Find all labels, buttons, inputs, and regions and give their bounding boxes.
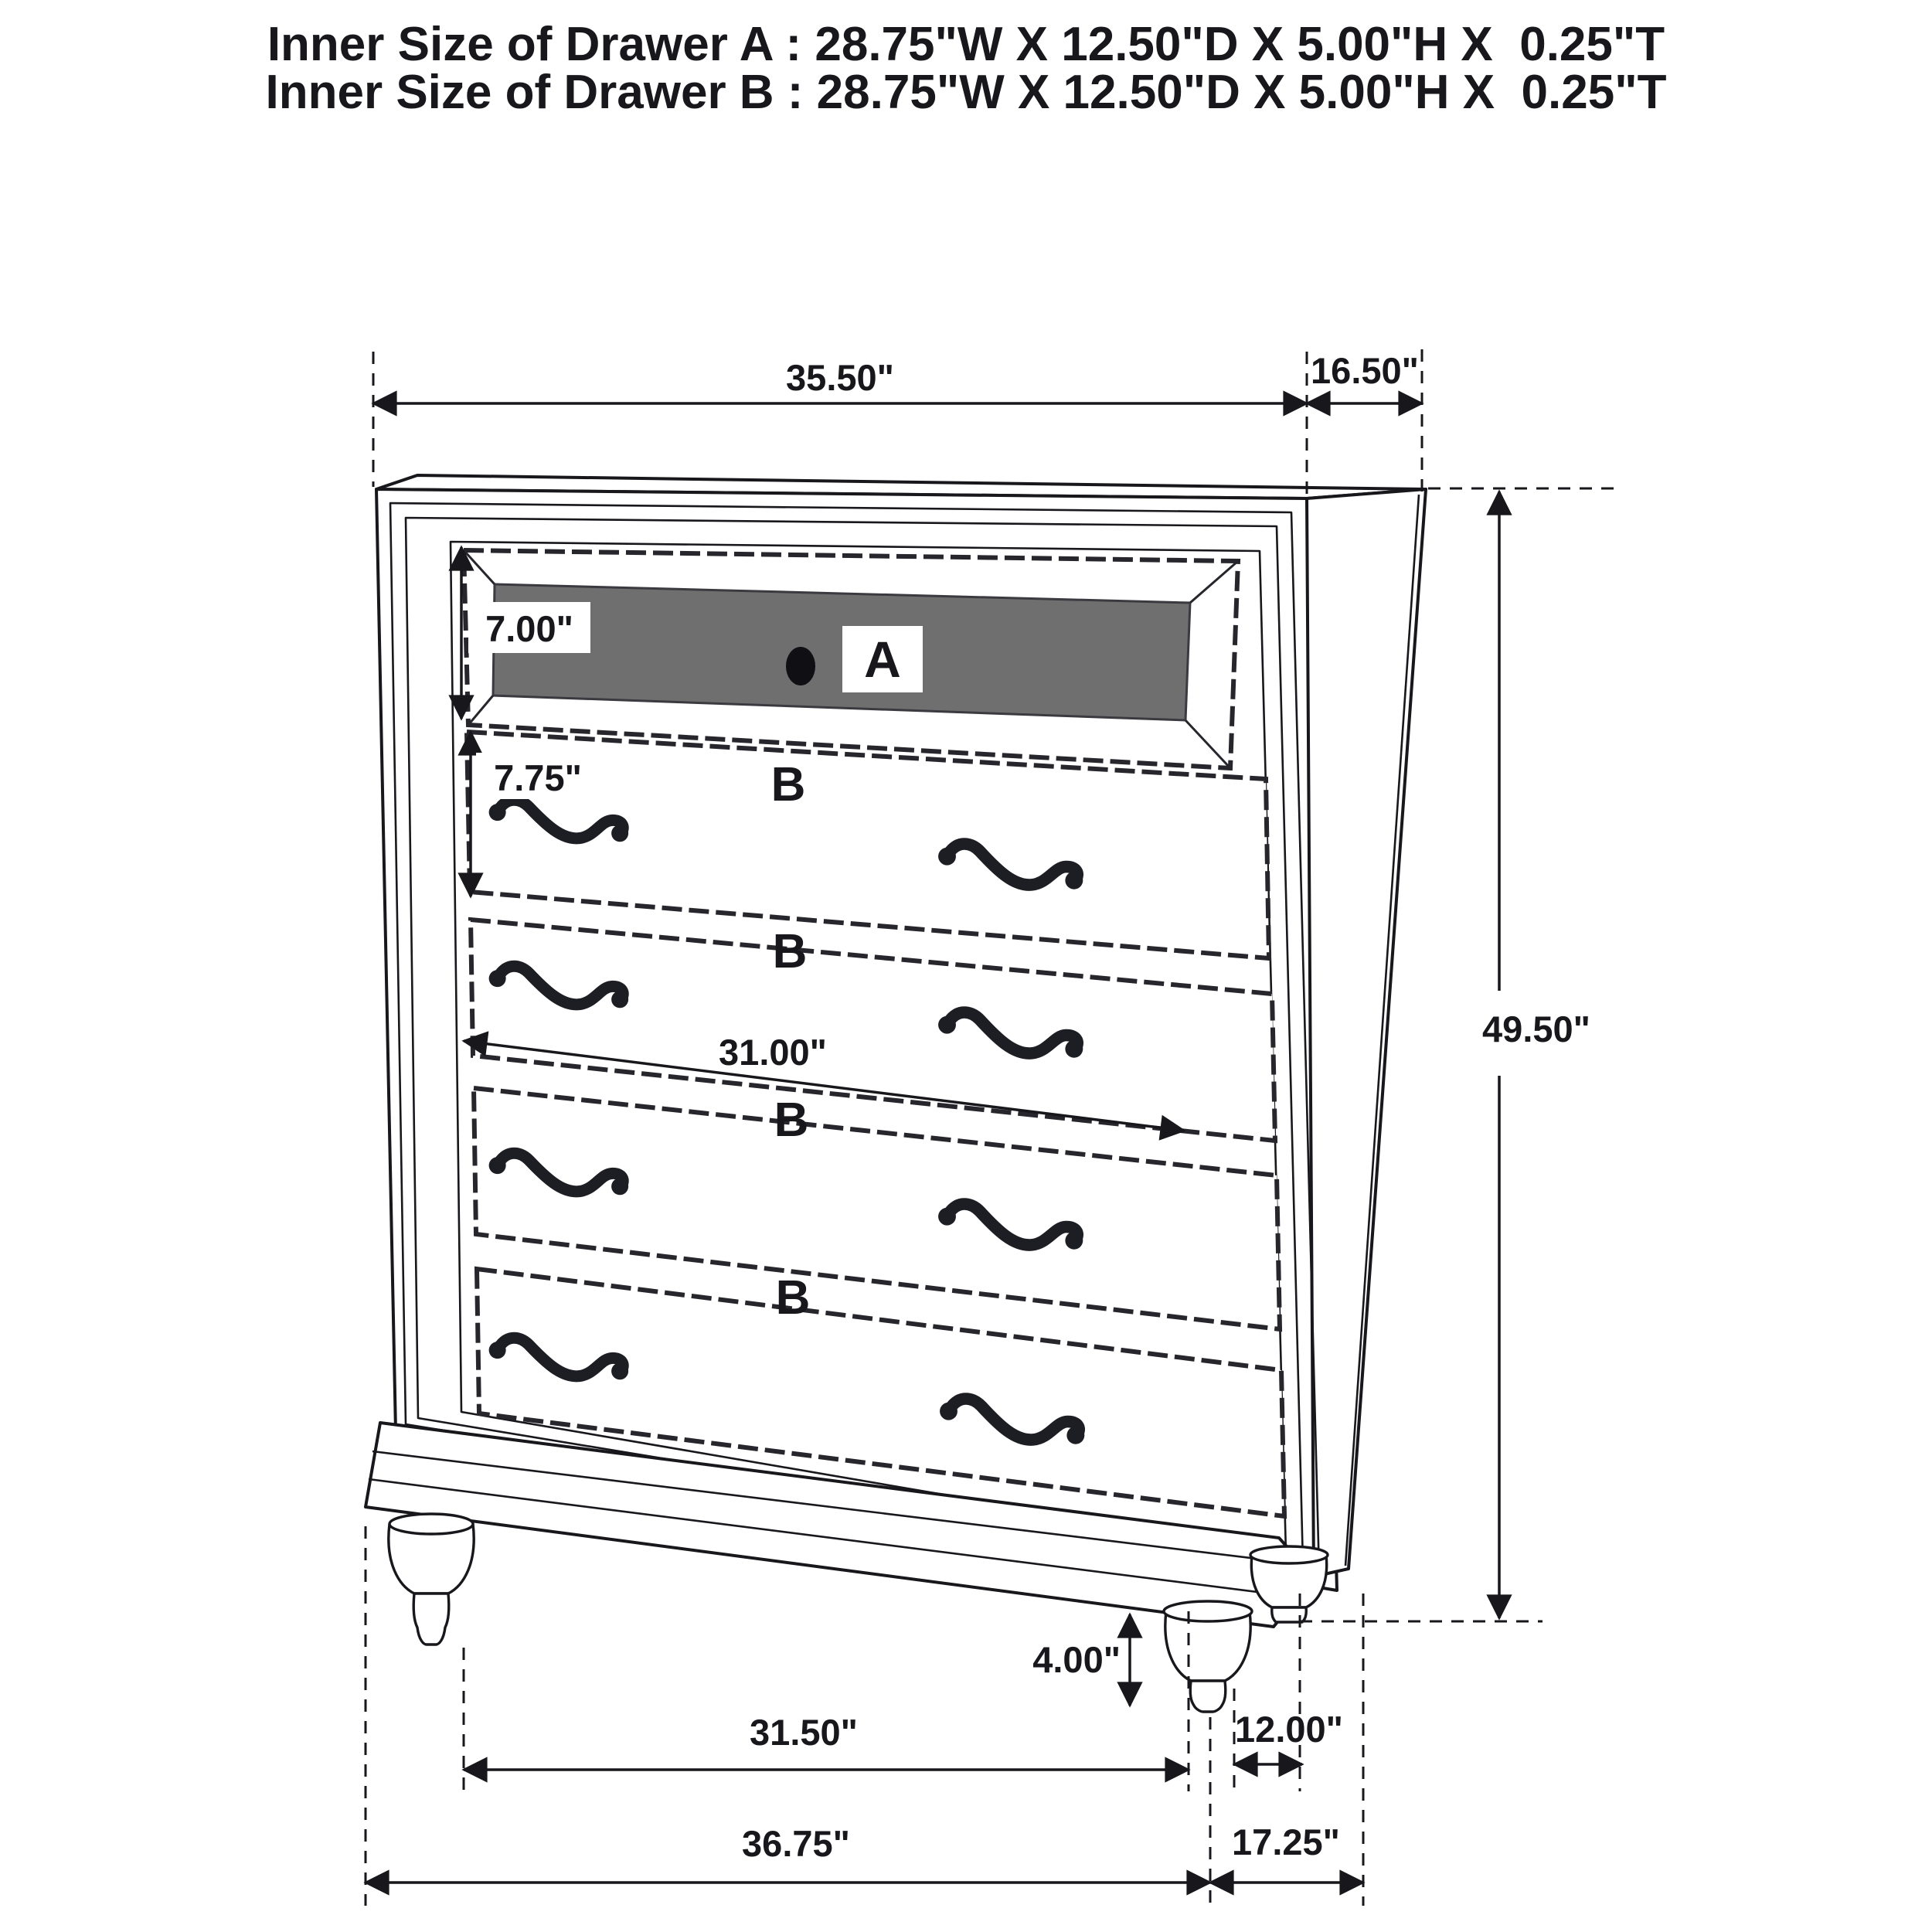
dim-label-overall-depth: 17.25": [1232, 1821, 1340, 1862]
drawer-b3-label: B: [774, 1094, 809, 1147]
dimension-overall-depth: [1210, 1821, 1363, 1883]
front-right-foot: [1164, 1601, 1252, 1712]
dim-label-overall-height: 49.50": [1482, 1009, 1590, 1049]
header: [266, 18, 1667, 119]
dim-label-side-span: 12.00": [1235, 1709, 1343, 1750]
dim-label-top-width: 35.50": [786, 357, 894, 398]
dim-label-drawer-b-height: 7.75": [494, 757, 582, 798]
drawer-a-front-panel: [493, 584, 1190, 720]
drawer-b2-label: B: [772, 925, 808, 978]
drawer-a-knob-icon: [786, 647, 815, 685]
dim-label-drawer-a-height: 7.00": [485, 608, 573, 649]
dimension-overall-height: [1458, 492, 1615, 1618]
header-drawer-a-size: Inner Size of Drawer A : 28.75"W X 12.50"D X 5.00"H X 0.25"T: [267, 18, 1665, 71]
header-drawer-b-size: Inner Size of Drawer B : 28.75"W X 12.50"D X 5.00"H X 0.25"T: [265, 66, 1667, 119]
drawer-b1-label: B: [770, 758, 806, 811]
dimension-top-depth: [1307, 350, 1422, 403]
dim-label-drawer-inner-width: 31.00": [719, 1032, 827, 1073]
dimension-foot-height: [1032, 1614, 1130, 1706]
dimension-top-width: [373, 357, 1307, 403]
front-left-foot: [389, 1514, 474, 1645]
dimension-front-span: [464, 1712, 1189, 1770]
dimension-overall-width: [366, 1823, 1210, 1883]
dim-label-front-span: 31.50": [750, 1712, 858, 1753]
dim-label-top-depth: 16.50": [1311, 350, 1419, 391]
dim-label-foot-height: 4.00": [1032, 1639, 1121, 1680]
dim-label-overall-width: 36.75": [742, 1823, 850, 1864]
drawer-a-label: A: [864, 631, 901, 688]
drawer-b4-label: B: [775, 1271, 811, 1325]
dimension-side-span: [1234, 1709, 1343, 1764]
